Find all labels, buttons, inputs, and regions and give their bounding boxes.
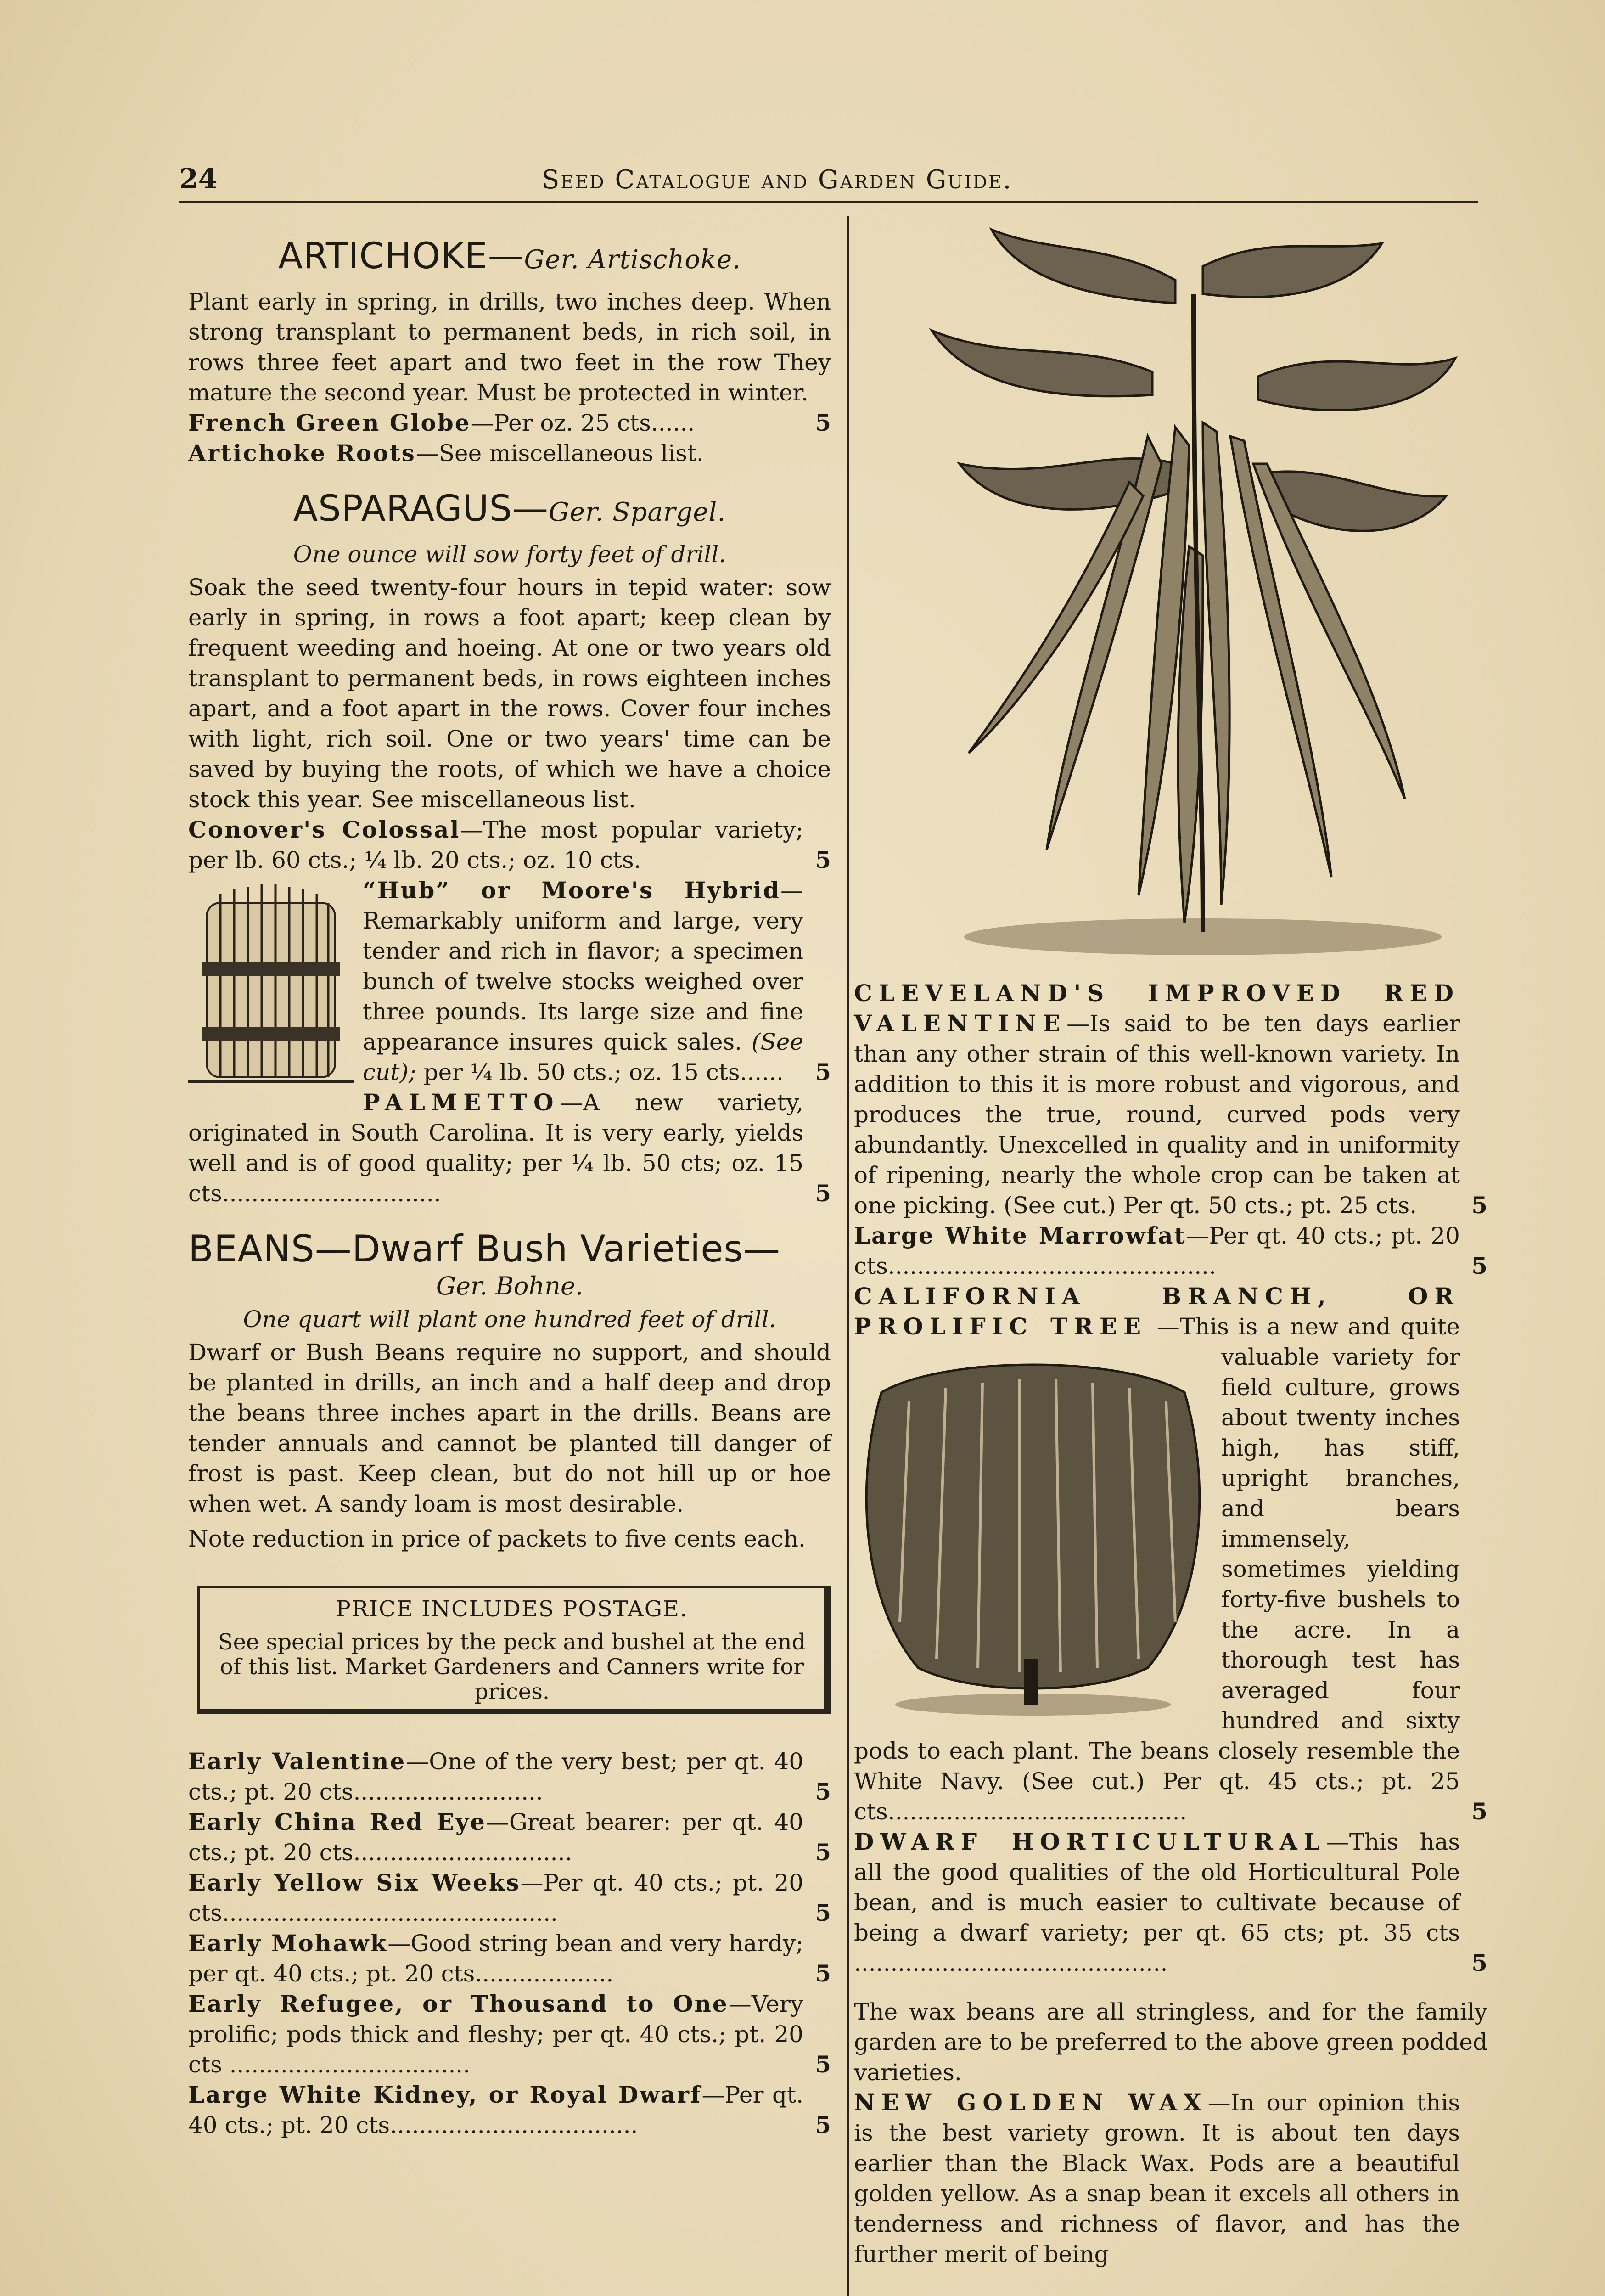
beans-note: Note reduction in price of packets to five cents each. — [188, 1525, 806, 1552]
beans-heading: BEANS—Dwarf Bush Varieties— — [188, 1227, 781, 1270]
list-item: Large White Marrowfat—Per qt. 40 cts.; pt. 20 cts............................................. 5 — [854, 1222, 1487, 1279]
list-item: Conover's Colossal—The most popular variety; per lb. 60 cts.; ¼ lb. 20 cts.; oz. 10 cts. 5 — [188, 816, 831, 873]
list-item: “Hub” or Moore's Hybrid—Remarkably uniform and large, very tender and rich in flavor; a specimen bunch of twelve stocks weighed over three pounds. Its large size and fine appearance insures quick sales. (See cut); per ¼ lb. 50 cts.; oz. 15 cts...... 5 — [188, 875, 831, 1087]
list-item: PALMETTO—A new variety, originated in South Carolina. It is very early, yields well and is of good quality; per ¼ lb. 50 cts; oz. 15 cts.............................. 5 — [188, 1089, 831, 1207]
list-item: DWARF HORTICULTURAL—This has all the good qualities of the old Horticultural Pole bean, and is much easier to cultivate because of being a dwarf variety; per qt. 65 cts; pt. 35 cts ........................................... 5 — [854, 1828, 1487, 1976]
beans-intro: Dwarf or Bush Beans require no support, and should be planted in drills, an inch and a half deep and drop the beans three inches apart in the drills. Beans are tender annuals and cannot be planted till danger of frost is past. Keep clean, but do not hill up or hoe when wet. A sandy loam is most desirable. — [188, 1339, 831, 1517]
list-item: CALIFORNIA BRANCH, OR PROLIFIC TREE —This is a new and quite valuable variety for field culture, grows about twenty inches high, has stiff, upright branches, and bears immensely, sometimes yielding forty-five bushels to the acre. In a thorough test has averaged four hundred and sixty pods to each plant. The beans closely resemble the White Navy. (See cut.) Per qt. 45 cts.; pt. 25 cts......................................... 5 — [854, 1283, 1487, 1825]
running-title: Seed Catalogue and Garden Guide. — [542, 165, 1013, 195]
running-header — [174, 163, 1478, 200]
asparagus-bunch-illustration — [188, 875, 354, 1091]
list-item: CLEVELAND'S IMPROVED RED VALENTINE—Is said to be ten days earlier than any other strain of this well-known variety. In addition to this it is more robust and vigorous, and produces the true, round, curved pods very abundantly. Unexcelled in quality and in uniformity of ripening, nearly the whole crop can be taken at one picking. (See cut.) Per qt. 50 cts.; pt. 25 cts. 5 — [854, 979, 1487, 1219]
page-number: 24 — [179, 163, 218, 195]
red-valentine-bean-plant-illustration — [854, 225, 1487, 978]
box-body: See special prices by the peck and bushel at the end of this list. Market Gardeners and Canners write for prices. — [218, 1629, 806, 1705]
list-item: Artichoke Roots—See miscellaneous list. — [188, 439, 704, 467]
wax-beans-intro: The wax beans are all stringless, and for the family garden are to be preferred to the above green podded varieties. — [854, 1998, 1487, 2086]
header-rule — [179, 201, 1478, 203]
list-item: Early Refugee, or Thousand to One—Very prolific; pods thick and fleshy; per qt. 40 cts.; pt. 20 cts ................................. 5 — [188, 1990, 831, 2078]
list-item: Early Valentine—One of the very best; per qt. 40 cts.; pt. 20 cts.......................... 5 — [188, 1748, 831, 1805]
artichoke-intro: Plant early in spring, in drills, two inches deep. When strong transplant to permanent beds, in rich soil, in rows three feet apart and two feet in the row They mature the second year. Must be protected in winter. — [188, 288, 831, 406]
asparagus-subtitle: One ounce will sow forty feet of drill. — [293, 541, 726, 568]
left-column — [188, 225, 831, 2140]
column-divider — [847, 216, 849, 2296]
asparagus-intro: Soak the seed twenty-four hours in tepid water: sow early in spring, in rows a foot apart; keep clean by frequent weeding and hoeing. At one or two years old transplant to permanent beds, in rows eighteen inches apart, and a foot apart in the rows. Cover four inches with light, rich soil. One or two years' time can be saved by buying the roots, of which we have a choice stock this year. See miscellaneous list. — [188, 574, 831, 813]
list-item: Early Yellow Six Weeks—Per qt. 40 cts.; pt. 20 cts.............................................. 5 — [188, 1869, 831, 1926]
beans-subtitle: One quart will plant one hundred feet of drill. — [243, 1306, 776, 1333]
beans-german: Ger. Bohne. — [436, 1272, 584, 1300]
asparagus-heading: ASPARAGUS—Ger. Spargel. — [293, 488, 726, 529]
list-item: Early Mohawk—Good string bean and very hardy; per qt. 40 cts.; pt. 20 cts................... 5 — [188, 1930, 831, 1987]
artichoke-heading: ARTICHOKE—Ger. Artischoke. — [278, 236, 741, 277]
list-item: French Green Globe—Per oz. 25 cts...... 5 — [188, 409, 831, 436]
price-includes-postage-box — [197, 1586, 831, 1714]
list-item: NEW GOLDEN WAX—In our opinion this is the best variety grown. It is about ten days earlier than the Black Wax. Pods are a beautiful golden yellow. As a snap bean it excels all others in tenderness and richness of flavor, and has the further merit of being — [854, 2089, 1460, 2268]
box-title: PRICE INCLUDES POSTAGE. — [336, 1596, 688, 1622]
list-item: Large White Kidney, or Royal Dwarf—Per qt. 40 cts.; pt. 20 cts.................................. 5 — [188, 2081, 831, 2138]
list-item: Early China Red Eye—Great bearer: per qt. 40 cts.; pt. 20 cts.............................. 5 — [188, 1808, 831, 1866]
right-column — [854, 225, 1487, 2269]
prolific-tree-bean-illustration — [854, 1346, 1212, 1723]
